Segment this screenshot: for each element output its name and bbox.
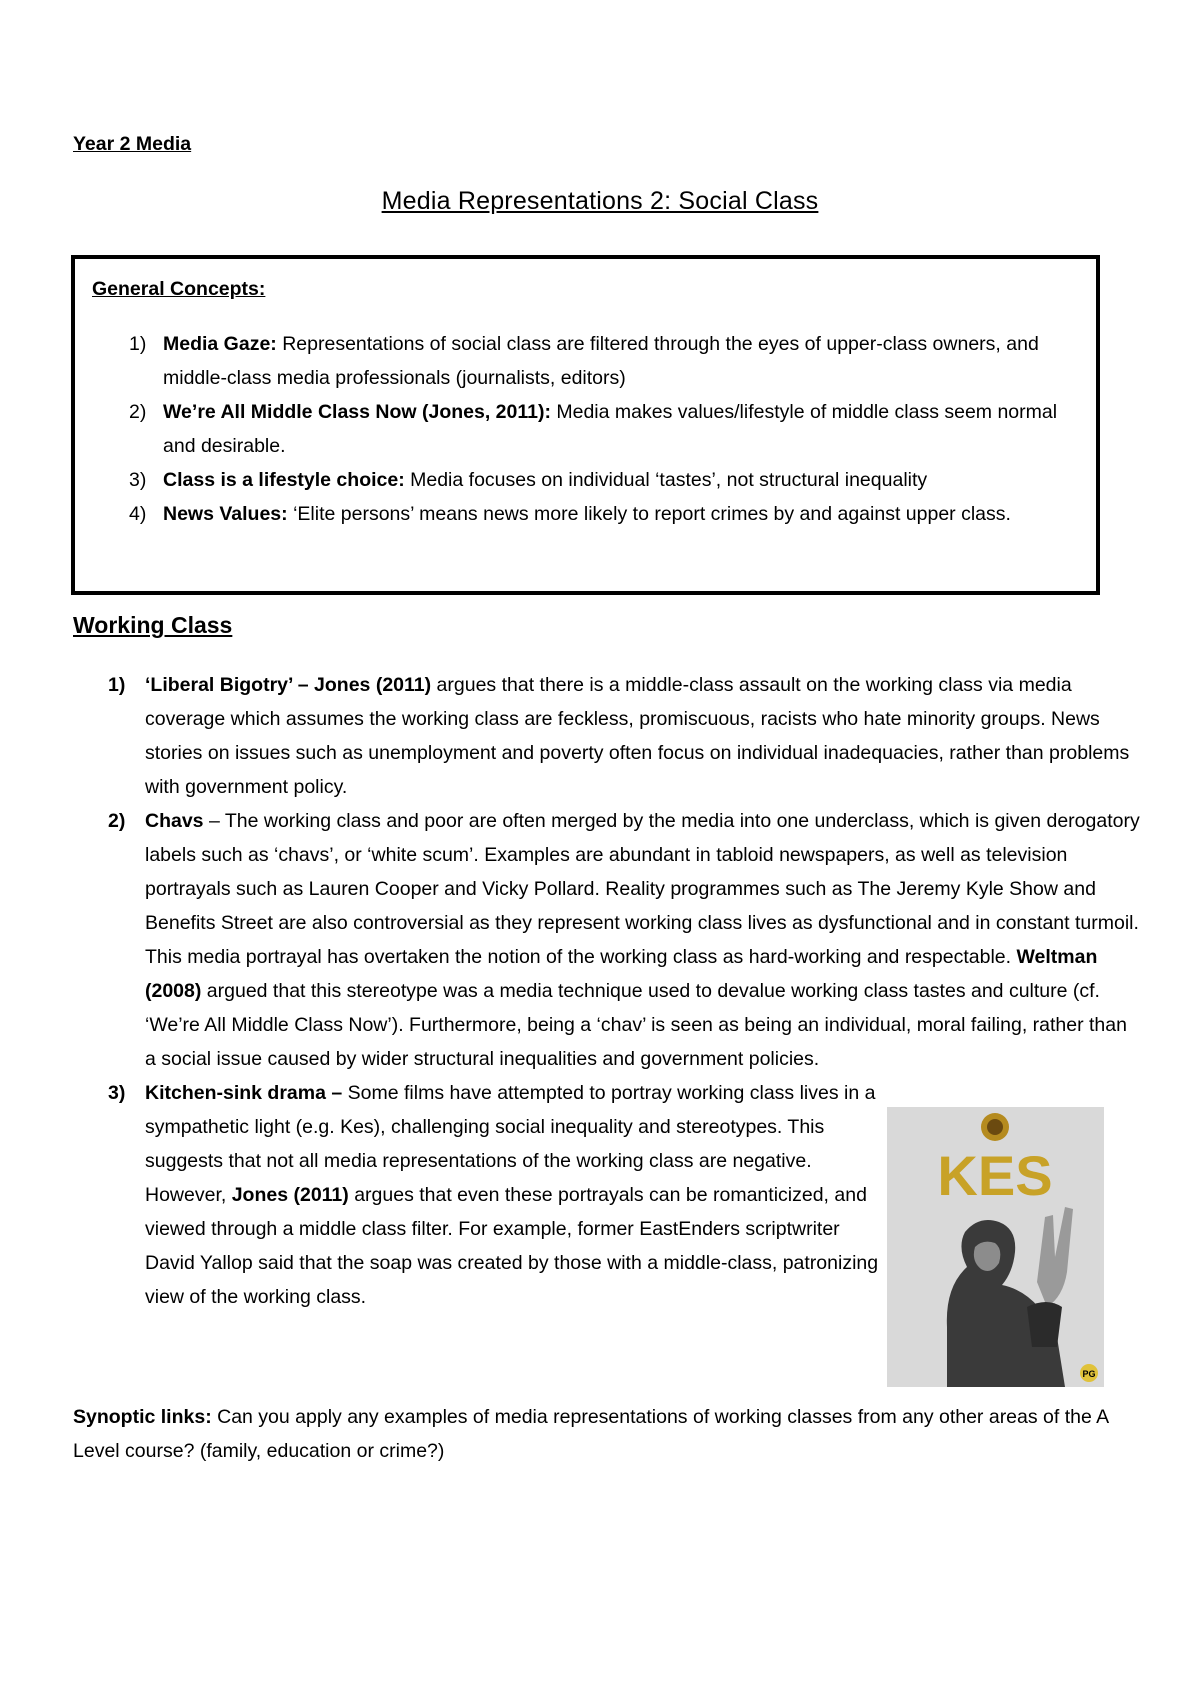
arm-shadow — [1027, 1302, 1062, 1347]
working-class-heading: Working Class — [73, 612, 233, 638]
item-citation: Jones (2011) — [231, 1184, 349, 1206]
general-concepts-box — [71, 255, 1100, 595]
item-text: argues that there is a middle-class assault on the working class via media coverage which assumes the working class are feckless, promiscuous, racists who hate minority groups. News stories on issues such as unemployment and poverty often focus on individual inadequacies, rather than problems with government policy. — [145, 674, 1130, 798]
rating-badge-label: PG — [1082, 1369, 1096, 1379]
concept-number: 3) — [129, 469, 147, 491]
general-concepts-heading: General Concepts: — [92, 278, 266, 300]
concept-text: ‘Elite persons’ means news more likely to report crimes by and against upper class. — [287, 503, 1011, 525]
concept-item-news-values — [75, 497, 1085, 531]
concept-item-media-gaze — [75, 327, 1085, 395]
poster-title: KES — [937, 1144, 1053, 1207]
concept-text: Media focuses on individual ‘tastes’, not structural inequality — [404, 469, 928, 491]
synoptic-term: Synoptic links: — [73, 1406, 212, 1428]
general-concepts-list — [75, 327, 1085, 531]
concept-number: 2) — [129, 401, 147, 423]
page-title: Media Representations 2: Social Class — [381, 187, 819, 215]
concept-item-lifestyle-choice — [75, 463, 1085, 497]
item-text: Some films have attempted to portray working class lives in a sympathetic light (e.g. Kes), challenging social inequality and stereotypes. This suggests that not all media representations of the working class are negative. However, — [145, 1082, 876, 1206]
item-text-continued: argued that this stereotype was a media technique used to devalue working class tastes and culture (cf. ‘We’re All Middle Class Now’). Furthermore, being a ‘chav’ is seen as being an individual, moral failing, rather than a social issue caused by wider structural inequalities and government policies. — [145, 980, 1127, 1070]
studio-logo-inner — [987, 1119, 1003, 1135]
item-term: Chavs — [145, 810, 204, 832]
working-class-item-chavs — [0, 804, 1140, 1076]
kes-poster-image — [887, 1107, 1104, 1387]
concept-text: Media makes values/lifestyle of middle class seem normal and desirable. — [163, 401, 1058, 457]
item-text-continued: argues that even these portrayals can be romanticized, and viewed through a middle class filter. For example, former EastEnders scriptwriter David Yallop said that the soap was created by those with a middle-class, patronizing view of the working class. — [145, 1184, 879, 1308]
kes-poster-graphic — [887, 1107, 1104, 1387]
concept-term: Media Gaze: — [163, 333, 277, 355]
working-class-item-kitchen-sink — [0, 1076, 880, 1314]
synoptic-text: Can you apply any examples of media representations of working classes from any other areas of the A Level course? (family, education or crime?) — [73, 1406, 1109, 1462]
concept-term: News Values: — [163, 503, 288, 525]
concept-text: Representations of social class are filtered through the eyes of upper-class owners, and middle-class media professionals (journalists, editors) — [163, 333, 1039, 389]
item-term: Kitchen-sink drama – — [145, 1082, 343, 1104]
item-number: 2) — [108, 810, 126, 832]
synoptic-links — [73, 1400, 1133, 1468]
concept-item-middle-class-now — [75, 395, 1085, 463]
concept-term: We’re All Middle Class Now (Jones, 2011): — [163, 401, 551, 423]
item-text: – The working class and poor are often merged by the media into one underclass, which is given derogatory labels such as ‘chavs’, or ‘white scum’. Examples are abundant in tabloid newspapers, as well as television portrayals such as Lauren Cooper and Vicky Pollard. Reality programmes such as The Jeremy Kyle Show and Benefits Street are also controversial as they represent working class lives as dysfunctional and in constant turmoil. This media portrayal has overtaken the notion of the working class as hard-working and respectable. — [145, 810, 1140, 968]
year-label: Year 2 Media — [73, 133, 192, 155]
concept-number: 4) — [129, 503, 147, 525]
concept-term: Class is a lifestyle choice: — [163, 469, 405, 491]
concept-number: 1) — [129, 333, 147, 355]
item-number: 1) — [108, 674, 126, 696]
item-number: 3) — [108, 1082, 126, 1104]
item-citation: Weltman (2008) — [145, 946, 1098, 1002]
working-class-item-liberal-bigotry — [0, 668, 1140, 804]
item-term: ‘Liberal Bigotry’ – Jones (2011) — [145, 674, 432, 696]
